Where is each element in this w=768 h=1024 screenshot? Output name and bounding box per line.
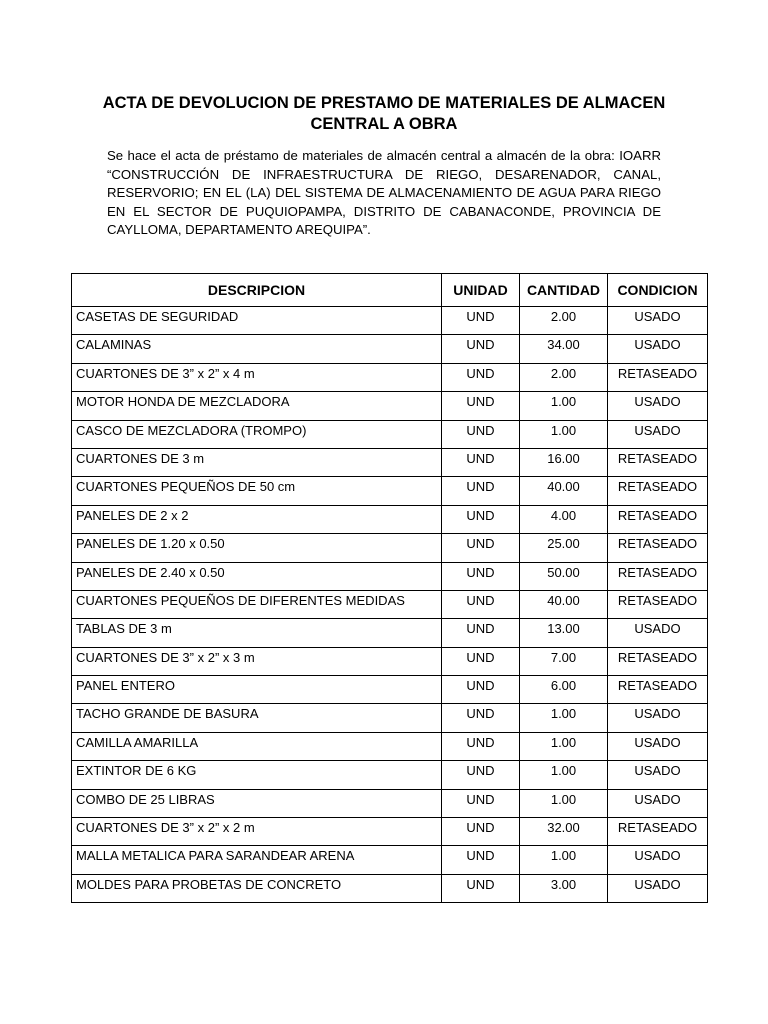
- cell-cantidad: 34.00: [520, 335, 608, 363]
- cell-descripcion: MOLDES PARA PROBETAS DE CONCRETO: [72, 874, 442, 902]
- cell-descripcion: PANEL ENTERO: [72, 676, 442, 704]
- cell-descripcion: CAMILLA AMARILLA: [72, 732, 442, 760]
- cell-cantidad: 1.00: [520, 732, 608, 760]
- cell-unidad: UND: [442, 619, 520, 647]
- cell-condicion: USADO: [608, 307, 708, 335]
- cell-condicion: USADO: [608, 874, 708, 902]
- cell-cantidad: 1.00: [520, 789, 608, 817]
- table-row: [72, 477, 708, 505]
- cell-descripcion: CUARTONES PEQUEÑOS DE 50 cm: [72, 477, 442, 505]
- cell-condicion: RETASEADO: [608, 477, 708, 505]
- table-row: [72, 590, 708, 618]
- header-descripcion: DESCRIPCION: [72, 274, 442, 307]
- table-row: [72, 761, 708, 789]
- cell-unidad: UND: [442, 420, 520, 448]
- cell-descripcion: PANELES DE 2 x 2: [72, 505, 442, 533]
- cell-descripcion: COMBO DE 25 LIBRAS: [72, 789, 442, 817]
- cell-unidad: UND: [442, 448, 520, 476]
- cell-cantidad: 50.00: [520, 562, 608, 590]
- cell-cantidad: 40.00: [520, 590, 608, 618]
- cell-unidad: UND: [442, 846, 520, 874]
- cell-condicion: USADO: [608, 335, 708, 363]
- cell-descripcion: CALAMINAS: [72, 335, 442, 363]
- cell-unidad: UND: [442, 534, 520, 562]
- cell-condicion: RETASEADO: [608, 363, 708, 391]
- cell-unidad: UND: [442, 307, 520, 335]
- table-row: [72, 505, 708, 533]
- cell-unidad: UND: [442, 732, 520, 760]
- cell-unidad: UND: [442, 761, 520, 789]
- cell-condicion: RETASEADO: [608, 562, 708, 590]
- cell-unidad: UND: [442, 392, 520, 420]
- header-cantidad: CANTIDAD: [520, 274, 608, 307]
- cell-cantidad: 1.00: [520, 420, 608, 448]
- cell-condicion: USADO: [608, 732, 708, 760]
- table-row: [72, 307, 708, 335]
- table-row: [72, 732, 708, 760]
- cell-cantidad: 13.00: [520, 619, 608, 647]
- cell-cantidad: 2.00: [520, 363, 608, 391]
- cell-unidad: UND: [442, 590, 520, 618]
- cell-descripcion: CASETAS DE SEGURIDAD: [72, 307, 442, 335]
- cell-descripcion: TACHO GRANDE DE BASURA: [72, 704, 442, 732]
- table-header-row: [72, 274, 708, 307]
- table-row: [72, 562, 708, 590]
- table-row: [72, 534, 708, 562]
- table-row: [72, 392, 708, 420]
- cell-cantidad: 16.00: [520, 448, 608, 476]
- cell-condicion: USADO: [608, 619, 708, 647]
- cell-descripcion: PANELES DE 2.40 x 0.50: [72, 562, 442, 590]
- cell-condicion: RETASEADO: [608, 505, 708, 533]
- cell-cantidad: 1.00: [520, 761, 608, 789]
- cell-condicion: RETASEADO: [608, 676, 708, 704]
- cell-unidad: UND: [442, 562, 520, 590]
- cell-condicion: RETASEADO: [608, 818, 708, 846]
- cell-condicion: USADO: [608, 704, 708, 732]
- cell-condicion: RETASEADO: [608, 448, 708, 476]
- cell-descripcion: MALLA METALICA PARA SARANDEAR ARENA: [72, 846, 442, 874]
- cell-descripcion: CUARTONES DE 3 m: [72, 448, 442, 476]
- cell-cantidad: 1.00: [520, 392, 608, 420]
- cell-unidad: UND: [442, 789, 520, 817]
- cell-cantidad: 4.00: [520, 505, 608, 533]
- table-row: [72, 818, 708, 846]
- materials-table: [71, 273, 708, 903]
- table-body: [72, 307, 708, 903]
- document-title: ACTA DE DEVOLUCION DE PRESTAMO DE MATERIALES DE ALMACEN CENTRAL A OBRA: [102, 94, 666, 133]
- table-row: [72, 448, 708, 476]
- cell-condicion: USADO: [608, 420, 708, 448]
- cell-descripcion: CUARTONES PEQUEÑOS DE DIFERENTES MEDIDAS: [72, 590, 442, 618]
- cell-unidad: UND: [442, 676, 520, 704]
- table-row: [72, 619, 708, 647]
- cell-cantidad: 25.00: [520, 534, 608, 562]
- cell-condicion: USADO: [608, 392, 708, 420]
- cell-unidad: UND: [442, 505, 520, 533]
- cell-cantidad: 3.00: [520, 874, 608, 902]
- cell-unidad: UND: [442, 704, 520, 732]
- table-row: [72, 789, 708, 817]
- cell-cantidad: 7.00: [520, 647, 608, 675]
- cell-unidad: UND: [442, 874, 520, 902]
- table-row: [72, 335, 708, 363]
- cell-descripcion: CUARTONES DE 3” x 2” x 2 m: [72, 818, 442, 846]
- header-unidad: UNIDAD: [442, 274, 520, 307]
- table-row: [72, 647, 708, 675]
- cell-condicion: USADO: [608, 789, 708, 817]
- cell-condicion: RETASEADO: [608, 534, 708, 562]
- table-row: [72, 363, 708, 391]
- cell-descripcion: MOTOR HONDA DE MEZCLADORA: [72, 392, 442, 420]
- cell-unidad: UND: [442, 335, 520, 363]
- cell-descripcion: CUARTONES DE 3” x 2” x 4 m: [72, 363, 442, 391]
- cell-cantidad: 6.00: [520, 676, 608, 704]
- cell-cantidad: 32.00: [520, 818, 608, 846]
- cell-unidad: UND: [442, 477, 520, 505]
- cell-descripcion: EXTINTOR DE 6 KG: [72, 761, 442, 789]
- cell-descripcion: PANELES DE 1.20 x 0.50: [72, 534, 442, 562]
- cell-descripcion: TABLAS DE 3 m: [72, 619, 442, 647]
- cell-cantidad: 1.00: [520, 846, 608, 874]
- cell-cantidad: 1.00: [520, 704, 608, 732]
- table-row: [72, 704, 708, 732]
- cell-unidad: UND: [442, 363, 520, 391]
- cell-unidad: UND: [442, 647, 520, 675]
- header-condicion: CONDICION: [608, 274, 708, 307]
- cell-descripcion: CUARTONES DE 3” x 2” x 3 m: [72, 647, 442, 675]
- table-row: [72, 846, 708, 874]
- cell-cantidad: 40.00: [520, 477, 608, 505]
- cell-condicion: USADO: [608, 761, 708, 789]
- cell-condicion: USADO: [608, 846, 708, 874]
- table-row: [72, 874, 708, 902]
- cell-unidad: UND: [442, 818, 520, 846]
- cell-cantidad: 2.00: [520, 307, 608, 335]
- table-row: [72, 420, 708, 448]
- cell-condicion: RETASEADO: [608, 590, 708, 618]
- table-row: [72, 676, 708, 704]
- cell-descripcion: CASCO DE MEZCLADORA (TROMPO): [72, 420, 442, 448]
- cell-condicion: RETASEADO: [608, 647, 708, 675]
- intro-paragraph: Se hace el acta de préstamo de materiales de almacén central a almacén de la obra: IOARR “CONSTRUCCIÓN DE INFRAESTRUCTURA DE RIEGO, DESARENADOR, CANAL, RESERVORIO; EN EL (LA) DEL SISTEMA DE ALMACENAMIENTO DE AGUA PARA RIEGO EN EL SECTOR DE PUQUIOPAMPA, DISTRITO DE CABANACONDE, PROVINCIA DE CAYLLOMA, DEPARTAMENTO AREQUIPA”.: [107, 148, 661, 238]
